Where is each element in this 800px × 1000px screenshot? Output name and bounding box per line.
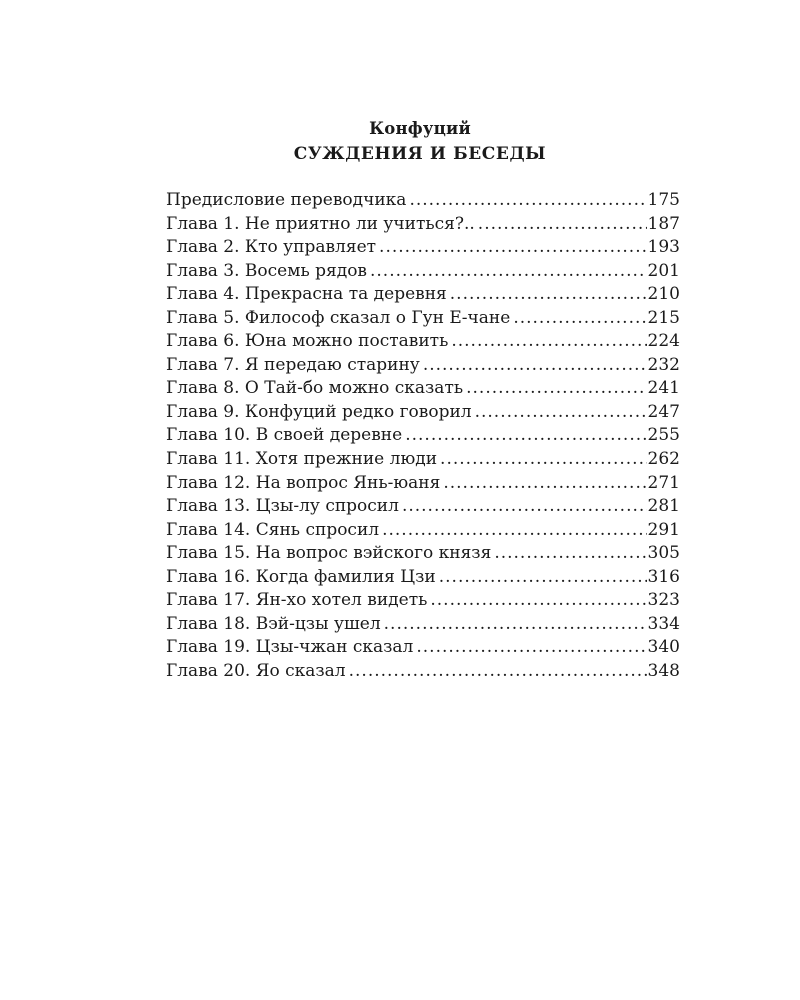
- toc-entry-title: Глава 6. Юна можно поставить: [166, 331, 449, 352]
- toc-entry-title: Глава 15. На вопрос вэйского князя: [166, 543, 492, 564]
- toc-entry: [166, 213, 680, 237]
- toc-entry: [166, 519, 680, 543]
- toc-page-number: 247: [647, 401, 680, 422]
- toc-entry-title: Глава 7. Я передаю старину: [166, 354, 420, 375]
- toc-entry-title: Предисловие переводчика: [166, 190, 407, 210]
- toc-page-number: 348: [647, 660, 680, 681]
- toc-leader-dots: [349, 660, 647, 684]
- toc-entry: [166, 283, 680, 307]
- toc-page-number: 255: [647, 425, 680, 446]
- table-of-contents: [166, 189, 680, 683]
- toc-page-number: 281: [647, 496, 680, 517]
- toc-page-number: 215: [647, 307, 680, 328]
- toc-entry-title: Глава 4. Прекрасна та деревня: [166, 284, 447, 305]
- toc-entry: [166, 636, 680, 660]
- toc-entry-title: Глава 2. Кто управляет: [166, 237, 377, 258]
- toc-entry: [166, 566, 680, 590]
- toc-leader-dots: [402, 495, 647, 519]
- toc-entry-title: Глава 20. Яо сказал: [166, 660, 346, 681]
- toc-entry: [166, 330, 680, 354]
- toc-entry-title: Глава 8. О Тай-бо можно сказать: [166, 378, 464, 399]
- toc-entry: [166, 613, 680, 637]
- toc-leader-dots: [440, 448, 647, 472]
- toc-entry: [166, 448, 680, 472]
- toc-page-number: 291: [647, 519, 680, 540]
- toc-entry: [166, 660, 680, 684]
- toc-page-number: 340: [647, 637, 680, 658]
- toc-page-number: 334: [647, 613, 680, 634]
- toc-leader-dots: [416, 636, 646, 660]
- toc-entry: [166, 495, 680, 519]
- toc-entry: [166, 189, 680, 213]
- toc-entry-title: Глава 3. Восемь рядов: [166, 260, 367, 281]
- toc-entry-title: Глава 16. Когда фамилия Цзи: [166, 566, 436, 587]
- toc-entry-title: Глава 5. Философ сказал о Гун Е-чане: [166, 307, 511, 328]
- toc-leader-dots: [475, 401, 647, 425]
- toc-entry: [166, 472, 680, 496]
- toc-page-number: 201: [647, 260, 680, 281]
- toc-entry: [166, 377, 680, 401]
- toc-leader-dots: [379, 236, 647, 260]
- toc-leader-dots: [513, 307, 646, 331]
- toc-page-number: 262: [647, 449, 680, 470]
- toc-entry-title: Глава 13. Цзы-лу спросил: [166, 496, 399, 517]
- toc-leader-dots: [430, 589, 646, 613]
- toc-entry-title: Глава 10. В своей деревне: [166, 425, 403, 446]
- toc-leader-dots: [405, 424, 646, 448]
- toc-leader-dots: [494, 542, 646, 566]
- toc-page-number: 224: [647, 331, 680, 352]
- toc-page-number: 271: [647, 472, 680, 493]
- toc-page-number: 187: [647, 213, 680, 234]
- toc-entry: [166, 354, 680, 378]
- toc-leader-dots: [478, 213, 647, 237]
- toc-entry-title: Глава 1. Не приятно ли учиться?..: [166, 213, 475, 234]
- toc-page-number: 210: [647, 284, 680, 305]
- toc-leader-dots: [443, 472, 646, 496]
- toc-page-number: 323: [647, 590, 680, 611]
- toc-leader-dots: [409, 189, 646, 213]
- toc-entry-title: Глава 19. Цзы-чжан сказал: [166, 637, 414, 658]
- book-title: СУЖДЕНИЯ И БЕСЕДЫ: [293, 144, 547, 164]
- toc-page-number: 175: [647, 190, 680, 210]
- toc-leader-dots: [450, 283, 647, 307]
- toc-entry-title: Глава 18. Вэй-цзы ушел: [166, 613, 381, 634]
- toc-entry-title: Глава 9. Конфуций редко говорил: [166, 401, 472, 422]
- toc-entry: [166, 236, 680, 260]
- toc-entry: [166, 260, 680, 284]
- toc-page-number: 193: [647, 237, 680, 258]
- toc-entry: [166, 589, 680, 613]
- toc-leader-dots: [370, 260, 647, 284]
- toc-entry-title: Глава 14. Сянь спросил: [166, 519, 380, 540]
- toc-entry: [166, 424, 680, 448]
- author-name: Конфуций: [369, 119, 471, 138]
- toc-leader-dots: [466, 377, 646, 401]
- toc-leader-dots: [451, 330, 646, 354]
- toc-page-number: 305: [647, 543, 680, 564]
- toc-page-number: 241: [647, 378, 680, 399]
- toc-entry-title: Глава 11. Хотя прежние люди: [166, 449, 438, 470]
- toc-entry: [166, 542, 680, 566]
- toc-entry-title: Глава 12. На вопрос Янь-юаня: [166, 472, 441, 493]
- toc-entry: [166, 401, 680, 425]
- toc-entry-title: Глава 17. Ян-хо хотел видеть: [166, 590, 428, 611]
- toc-entry: [166, 307, 680, 331]
- toc-leader-dots: [384, 613, 647, 637]
- toc-page-number: 316: [647, 566, 680, 587]
- toc-page-number: 232: [647, 354, 680, 375]
- toc-leader-dots: [382, 519, 646, 543]
- toc-leader-dots: [439, 566, 647, 590]
- toc-leader-dots: [423, 354, 647, 378]
